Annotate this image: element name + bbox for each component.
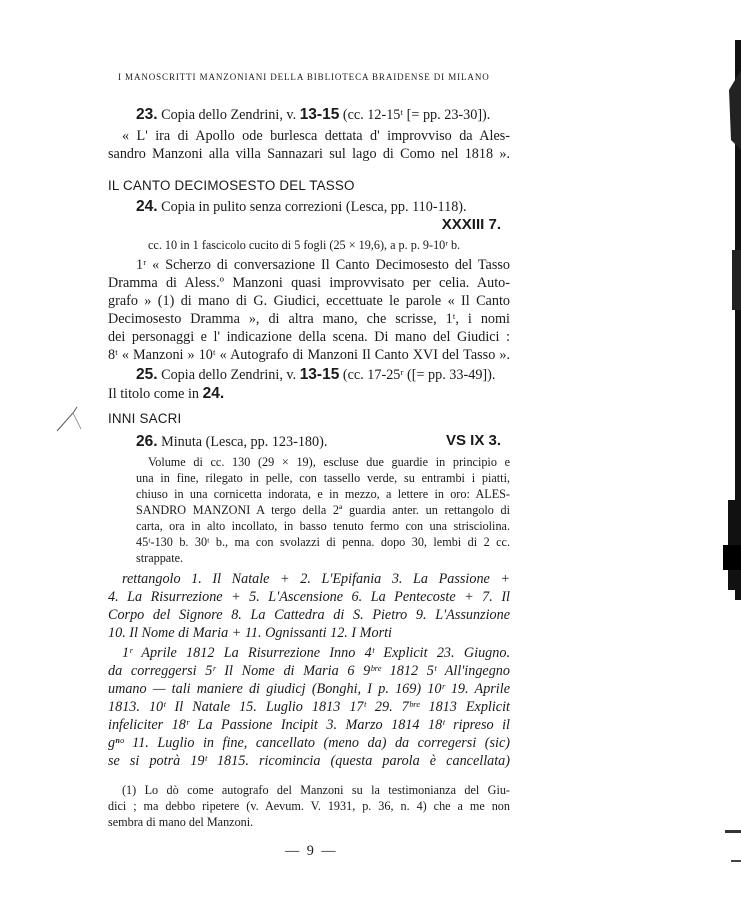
entry-25-line-2 — [108, 385, 224, 403]
footnote-line-2: dici ; ma debbo ripetere (v. Aevum. V. 1931, p. 36, n. 4) che a me non — [108, 799, 510, 813]
entry-26-notes-6: gⁿᵒ 11. Luglio in fine, cancellato (meno da) da corregersi (sic) — [108, 735, 510, 751]
entry-23-line-2: « L' ira di Apollo ode burlesca dettata d' improvviso da Ales- — [122, 128, 510, 144]
entry-24-desc: cc. 10 in 1 fascicolo cucito di 5 fogli (25 × 19,6), a p. p. 9-10ʳ b. — [148, 238, 461, 252]
entry-26-notes-5: infeliciter 18ʳ La Passione Incipit 3. Marzo 1814 18ᵗ ripreso il — [108, 717, 510, 733]
entry-26-notes-2: da correggersi 5ʳ Il Nome di Maria 6 9ᵇʳᵉ 1812 5ᵗ All'ingegno — [108, 663, 510, 679]
entry-24-text-4: Decimosesto Dramma », di altra mano, che scrisse, 1ᵗ, i nomi — [108, 311, 510, 327]
entry-23-line-3: sandro Manzoni alla villa Sannazari sul lago di Como nel 1818 ». — [108, 146, 510, 162]
entry-24-text-6: 8ᵗ « Manzoni » 10ᵗ « Autografo di Manzoni Il Canto XVI del Tasso ». — [108, 347, 510, 363]
entry-23-number: 23. — [136, 106, 158, 123]
entry-26-desc-6: 45ᵗ-130 b. 30ᵗ b., ma con svolazzi di penna. dopo 30, lembi di 2 cc. — [136, 535, 510, 549]
page-number: — 9 — — [285, 843, 338, 859]
entry-26-rect-1: rettangolo 1. Il Natale + 2. L'Epifania 3. La Passione + — [122, 571, 510, 587]
footnote-line-3: sembra di mano del Manzoni. — [108, 815, 254, 829]
entry-26-line-1 — [136, 433, 327, 451]
entry-25-ref: (cc. 17-25ʳ ([= pp. 33-49]). — [342, 367, 496, 383]
entry-26-rect-4: 10. Il Nome di Maria + 11. Ognissanti 12. I Morti — [108, 625, 392, 641]
entry-26-desc-5: carta, ora in alto incollato, in basso tenuto fermo con una strisciolina. — [136, 519, 510, 533]
entry-26-desc-4: SANDRO MANZONI A tergo della 2ª guardia anter. un rettangolo di — [136, 503, 510, 517]
entry-25-range: 13-15 — [299, 366, 340, 383]
entry-25-line-1 — [136, 366, 495, 384]
section-heading-canto: IL CANTO DECIMOSESTO DEL TASSO — [108, 178, 355, 193]
entry-24-text-5: dei personaggi e l' indicazione della scena. Di mano del Giudici : — [108, 329, 510, 345]
entry-26-notes-7: se si potrà 19ᵗ 1815. ricomincia (questa parola è cancellata) — [108, 753, 510, 769]
footnote-line-1: (1) Lo dò come autografo del Manzoni su la testimonianza del Giu- — [122, 783, 510, 797]
entry-26-notes-3: umano — tali maniere di giudicj (Bonghi, I p. 169) 10ʳ 19. Aprile — [108, 681, 510, 697]
scan-binding-edge — [701, 0, 741, 900]
entry-26-notes-4: 1813. 10ᵗ Il Natale 15. Luglio 1813 17ᵗ 29. 7ᵇʳᵉ 1813 Explicit — [108, 699, 510, 715]
entry-26-number: 26. — [136, 433, 158, 450]
entry-24-text-1: 1ʳ « Scherzo di conversazione Il Canto Decimosesto del Tasso — [136, 257, 510, 273]
margin-pen-mark — [55, 405, 85, 435]
entry-25-ref-number: 24. — [202, 385, 225, 402]
entry-24-number: 24. — [136, 198, 158, 215]
entry-23-line-1 — [136, 106, 490, 124]
entry-26-rect-3: Corpo del Signore 8. La Cattedra di S. Pietro 9. L'Assunzione — [108, 607, 510, 623]
running-head: I MANOSCRITTI MANZONIANI DELLA BIBLIOTECA BRAIDENSE DI MILANO — [118, 72, 490, 82]
entry-24-shelfmark: XXXIII 7. — [441, 216, 501, 233]
entry-24-title: Copia in pulito senza correzioni (Lesca, pp. 110-118). — [161, 199, 467, 215]
entry-26-desc-1: Volume di cc. 130 (29 × 19), escluse due guardie in principio e — [148, 455, 510, 469]
entry-26-shelfmark: VS IX 3. — [445, 432, 501, 449]
entry-24-text-2: Dramma di Aless.º Manzoni quasi improvvisato per celia. Auto- — [108, 275, 510, 291]
entry-23-title: Copia dello Zendrini, v. — [161, 107, 297, 123]
entry-24-text-3: grafo » (1) di mano di G. Giudici, eccettuate le parole « Il Canto — [108, 293, 510, 309]
entry-26-notes-1: 1ʳ Aprile 1812 La Risurrezione Inno 4ᵗ Explicit 23. Giugno. — [122, 645, 510, 661]
entry-24-line-1 — [136, 198, 467, 216]
entry-25-title: Copia dello Zendrini, v. — [161, 367, 297, 383]
entry-26-desc-3: chiuso in una cornicetta indorata, e in mezzo, a lettere in oro: ALES- — [136, 487, 510, 501]
entry-26-desc-2: una in fine, rilegato in pelle, con tassello verde, su entrambi i piatti, — [136, 471, 510, 485]
entry-26-title: Minuta (Lesca, pp. 123-180). — [161, 434, 328, 450]
entry-25-number: 25. — [136, 366, 158, 383]
entry-26-rect-2: 4. La Risurrezione + 5. L'Ascensione 6. La Pentecoste + 7. Il — [108, 589, 510, 605]
entry-25-title-note: Il titolo come in — [108, 386, 200, 402]
entry-23-ref: (cc. 12-15ᵗ [= pp. 23-30]). — [342, 107, 491, 123]
section-heading-inni: INNI SACRI — [108, 411, 182, 426]
entry-23-range: 13-15 — [299, 106, 340, 123]
entry-26-desc-7: strappate. — [136, 551, 184, 565]
